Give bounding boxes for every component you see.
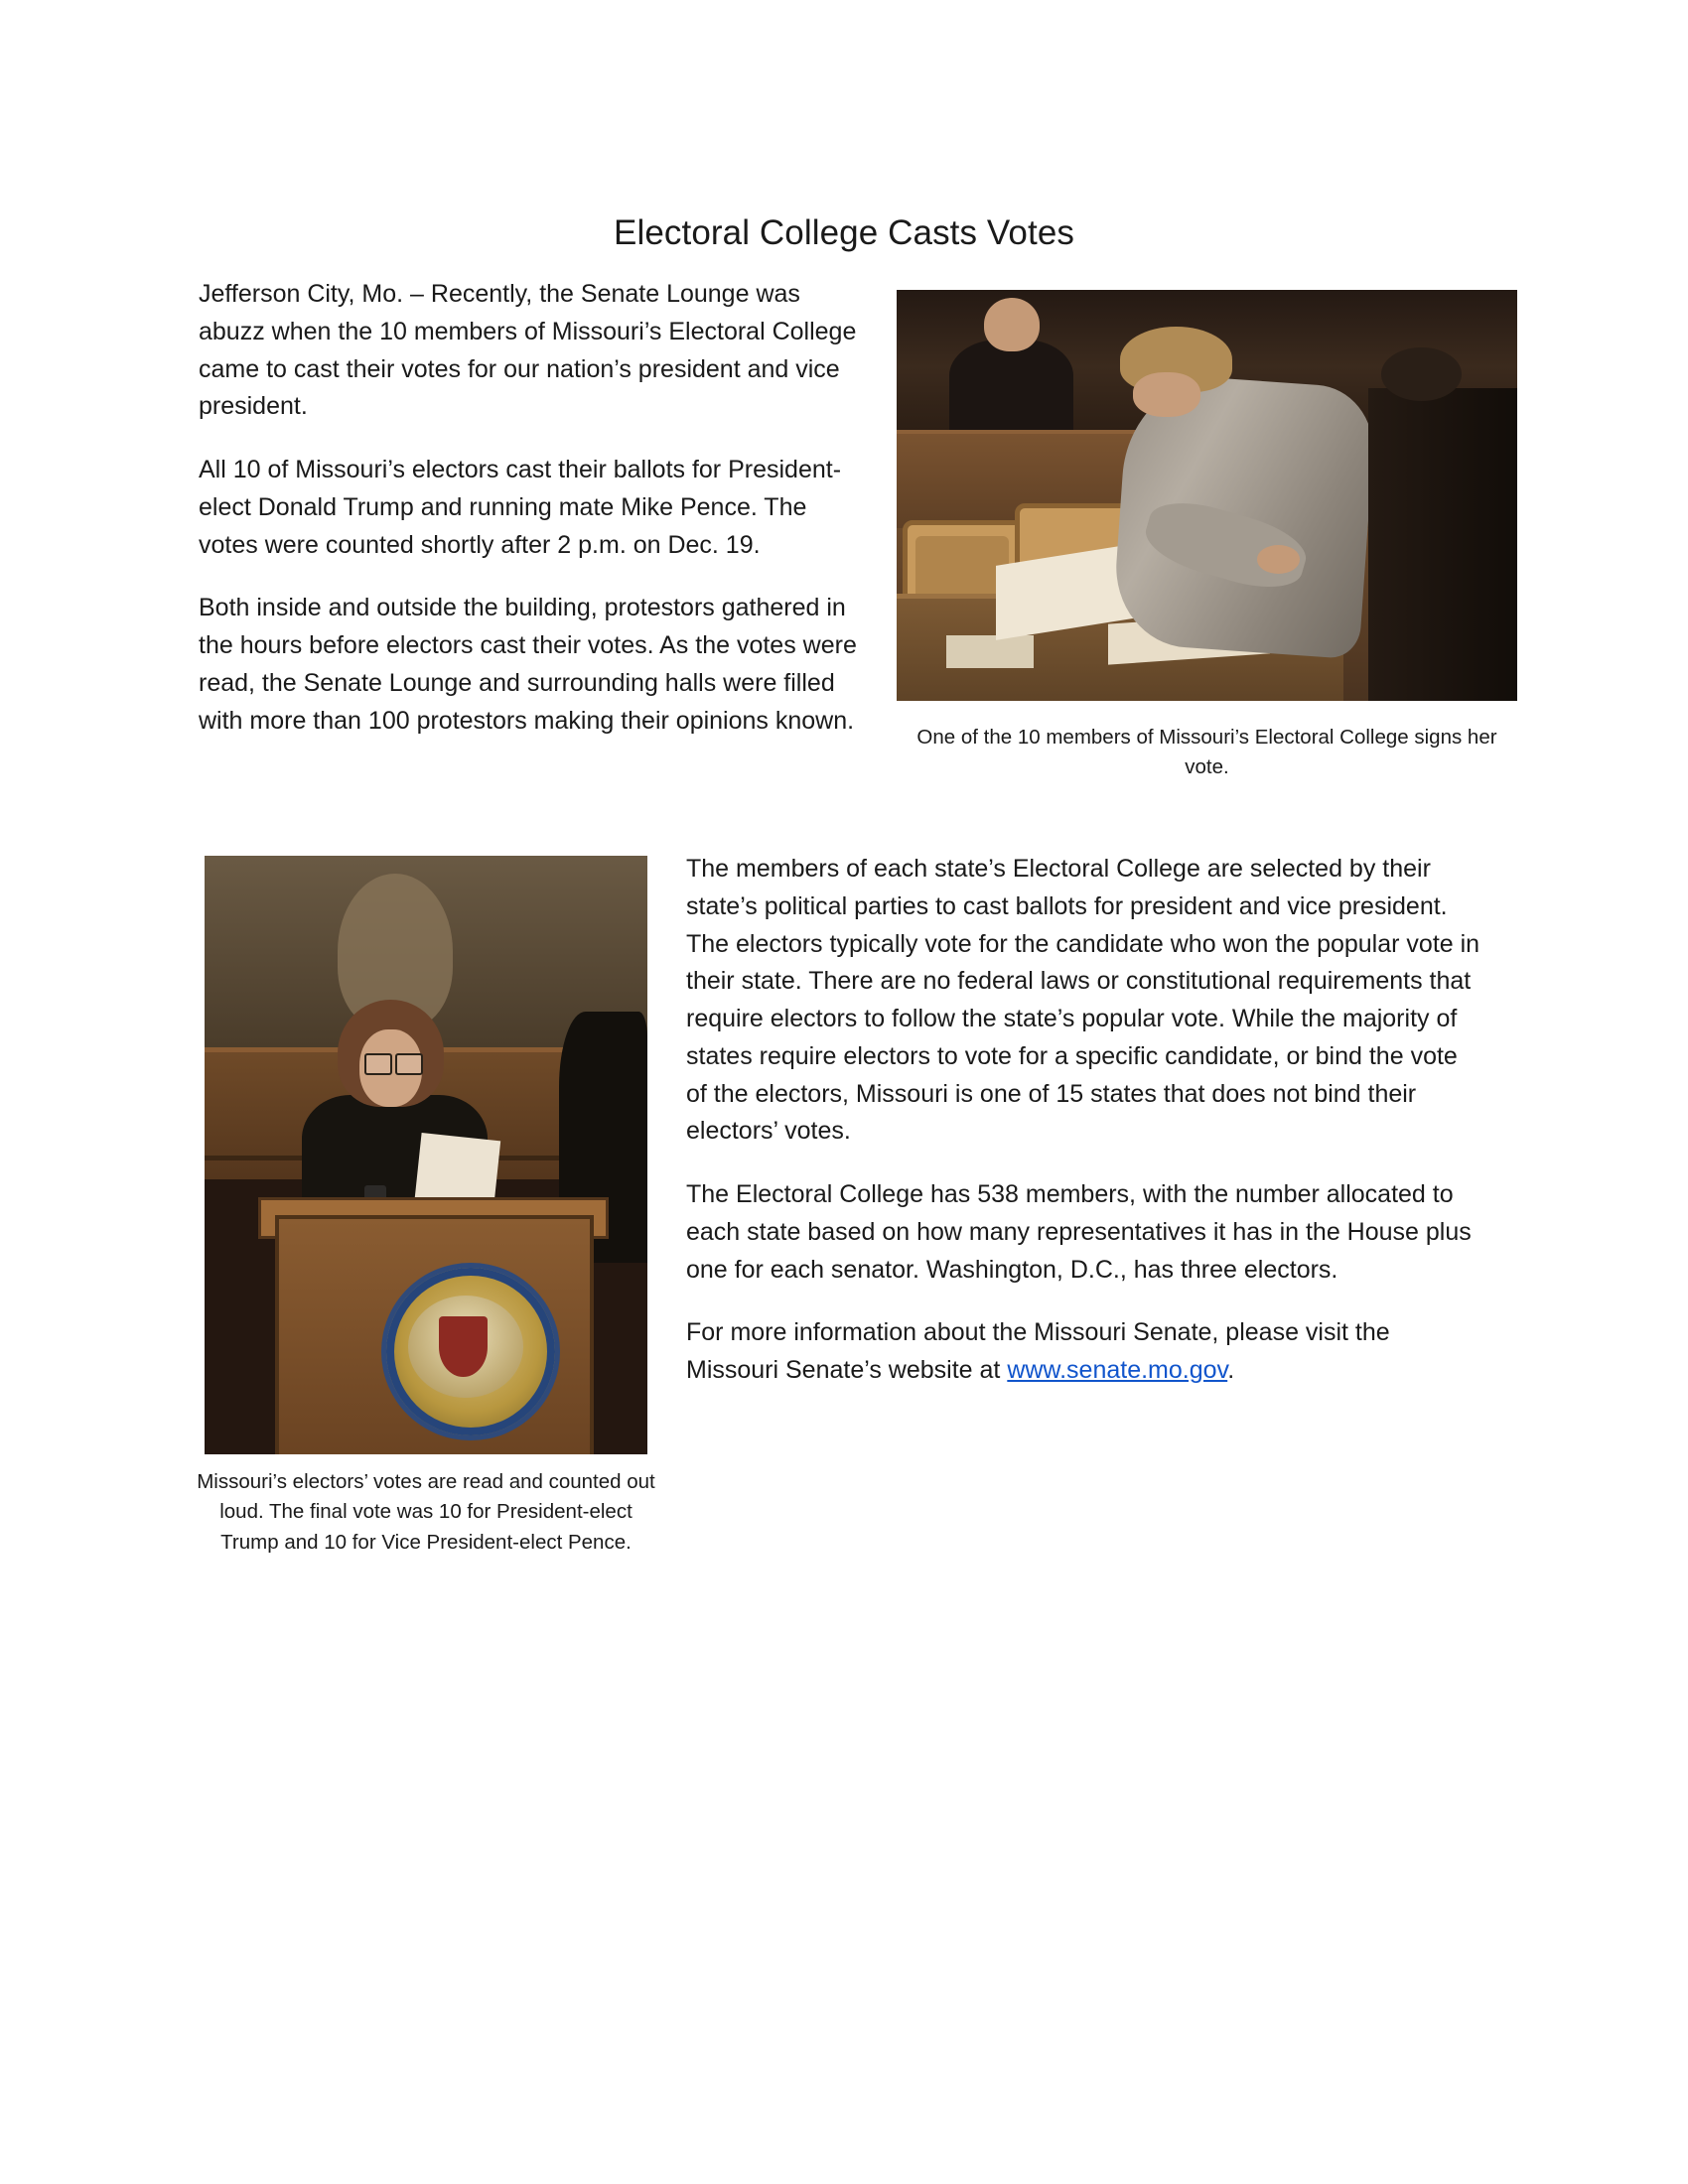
right-column-text: [686, 851, 1480, 1416]
photo2-glasses-right-lens: [395, 1053, 424, 1075]
page-title: Electoral College Casts Votes: [614, 213, 1074, 253]
photo-paper-small: [946, 635, 1034, 668]
paragraph-1: Jefferson City, Mo. – Recently, the Senate Lounge was abuzz when the 10 members of Missouri’s Electoral College came to cast their votes for our nation’s president and vice president.: [199, 280, 857, 421]
paragraph-3: Both inside and outside the building, protestors gathered in the hours before electors cast their votes. As the votes were read, the Senate Lounge and surrounding halls were filled with more than 100 protestors making their opinions known.: [199, 594, 857, 735]
photo-background-man-head: [984, 298, 1040, 351]
votes-read-photo: [205, 856, 647, 1454]
missouri-state-seal-shield: [439, 1316, 488, 1376]
closing-text-after-link: .: [1227, 1356, 1235, 1384]
paragraph-4: The members of each state’s Electoral College are selected by their state’s political parties to cast ballots for president and vice president. The electors typically vote for the candidate who won the popular vote in their state. There are no federal laws or constitutional requirements that require electors to follow the state’s popular vote. While the majority of states require electors to vote for a specific candidate, or bind the vote of the electors, Missouri is one of 15 states that does not bind their electors’ votes.: [686, 855, 1480, 1146]
photo2-glasses-left-lens: [364, 1053, 393, 1075]
photo-background-man-body: [949, 340, 1073, 430]
photo-dark-figure: [1368, 388, 1517, 701]
votes-read-photo-caption: Missouri’s electors’ votes are read and counted out loud. The final vote was 10 for President-elect Trump and 10 for Vice President-elect Pence.: [197, 1470, 655, 1554]
closing-text-before-link: For more information about the Missouri Senate, please visit the Missouri Senate’s website at: [686, 1318, 1390, 1384]
elector-signing-photo-caption: One of the 10 members of Missouri’s Electoral College signs her vote.: [916, 726, 1497, 778]
paragraph-2: All 10 of Missouri’s electors cast their ballots for President-elect Donald Trump and running mate Mike Pence. The votes were counted shortly after 2 p.m. on Dec. 19.: [199, 456, 842, 559]
paragraph-6-closing: [686, 1314, 1480, 1390]
photo-woman-hand: [1257, 545, 1301, 574]
paragraph-5: The Electoral College has 538 members, with the number allocated to each state based on how many representatives it has in the House plus one for each senator. Washington, D.C., has three electors.: [686, 1180, 1472, 1284]
elector-signing-photo: [897, 290, 1517, 701]
photo-dark-figure-head: [1381, 347, 1462, 401]
left-column-text: [199, 276, 860, 765]
senate-website-link[interactable]: www.senate.mo.gov: [1007, 1356, 1228, 1384]
photo-woman-face: [1133, 372, 1201, 418]
